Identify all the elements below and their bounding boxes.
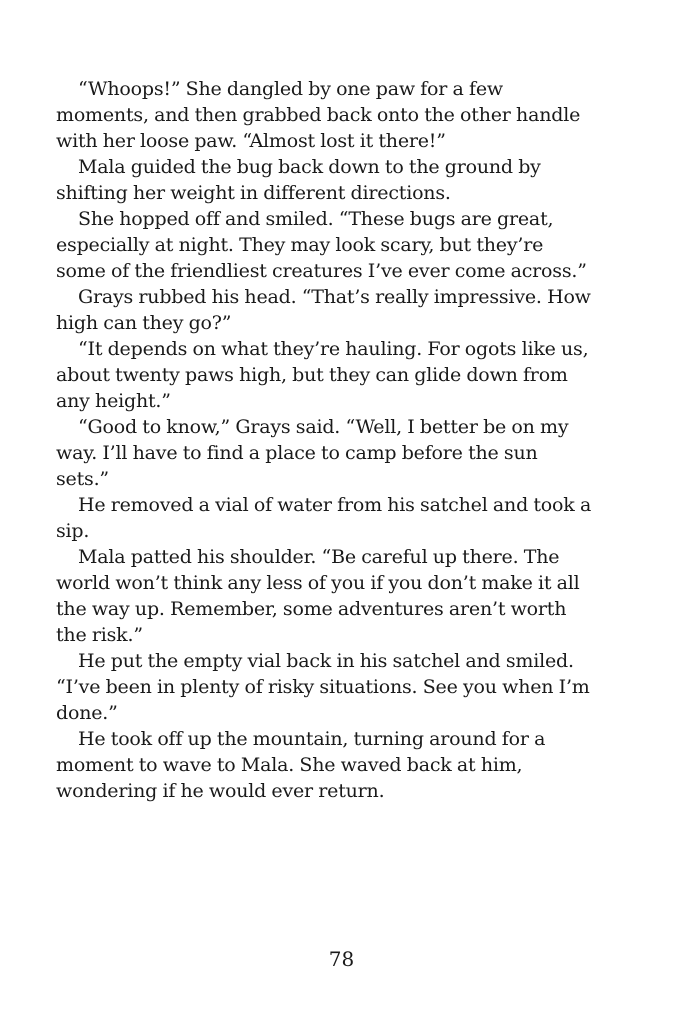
paragraph: He removed a vial of water from his satchel and took a sip. [56,494,592,542]
paragraph: “It depends on what they’re hauling. For ogots like us, about twenty paws high, but they can glide down from any height.” [56,338,589,412]
paragraph: He put the empty vial back in his satchel and smiled. “I’ve been in plenty of risky situations. See you when I’m done.” [56,650,590,724]
body-text [56,76,592,804]
paragraph: Grays rubbed his head. “That’s really impressive. How high can they go?” [56,286,591,334]
paragraph: “Whoops!” She dangled by one paw for a few moments, and then grabbed back onto the other handle with her loose paw. “Almost lost it there!” [56,78,581,152]
paragraph: She hopped off and smiled. “These bugs are great, especially at night. They may look scary, but they’re some of the friendliest creatures I’ve ever come across.” [56,208,587,282]
paragraph: Mala patted his shoulder. “Be careful up there. The world won’t think any less of you if you don’t make it all the way up. Remember, some adventures aren’t worth the risk.” [56,546,580,646]
page-number: 78 [328,947,355,971]
paragraph: He took off up the mountain, turning around for a moment to wave to Mala. She waved back at him, wondering if he would ever return. [56,728,546,802]
paragraph: “Good to know,” Grays said. “Well, I better be on my way. I’ll have to find a place to camp before the sun sets.” [56,416,569,490]
paragraph: Mala guided the bug back down to the ground by shifting her weight in different directions. [56,156,541,204]
